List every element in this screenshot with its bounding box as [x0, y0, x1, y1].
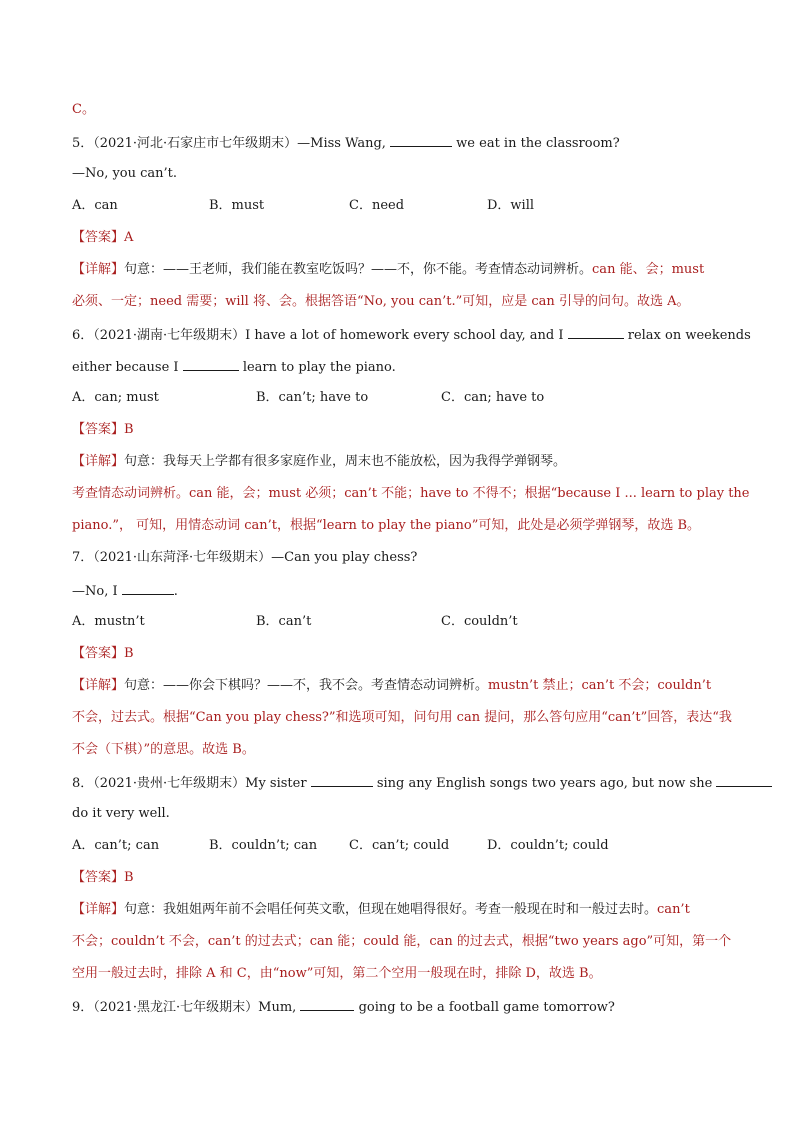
q9-source: （2021·黑龙江·七年级期末） [93, 1000, 259, 1015]
q8-explain-2: 不会；couldn’t 不会，can’t 的过去式；can 能；could 能，can 的过去式，根据“two years ago”可知，第一个 [72, 934, 732, 949]
explain-tag: 【详解】 [72, 454, 125, 469]
q5-answer [72, 230, 133, 246]
q7-option-b: B．can’t [256, 614, 312, 629]
q5-text-1: —Miss Wang, [297, 136, 391, 151]
q5-explain-text-1: 句意：——王老师，我们能在教室吃饭吗？——不，你不能。考查情态动词辨析。 [124, 262, 593, 277]
q7-option-a: A．mustn’t [72, 614, 145, 629]
q8-option-d: D．couldn’t; could [487, 838, 609, 853]
q7-explain-text-2: mustn’t 禁止；can’t 不会；couldn’t [488, 678, 712, 693]
q5-explain-2: 必须、一定；need 需要；will 将、会。根据答语“No, you can’t.”可知，应是 can 引导的问句。故选 A。 [72, 294, 690, 309]
q6-text-3: either because I [72, 360, 183, 375]
q8-number: 8． [72, 776, 94, 791]
answer-tag: 【答案】 [72, 230, 125, 245]
q5-explain-1 [72, 262, 704, 278]
q8-text-1: My sister [245, 776, 311, 791]
q6-option-b: B．can’t; have to [256, 390, 369, 405]
q8-text-2: sing any English songs two years ago, but now she [376, 776, 717, 791]
q8-answer-value: B [124, 870, 134, 885]
answer-tag: 【答案】 [72, 870, 125, 885]
explain-tag: 【详解】 [72, 678, 125, 693]
prev-answer-tail [72, 102, 95, 118]
q5-reply-text: —No, you can’t. [72, 166, 178, 181]
q7-reply-text: —No, I [72, 584, 122, 599]
q7-answer [72, 646, 134, 662]
q8-option-c: C．can’t; could [349, 838, 450, 853]
q9-text-1: Mum, [258, 1000, 301, 1015]
q6-source: （2021·湖南·七年级期末） [93, 328, 246, 343]
prev-tail-text: C。 [72, 102, 95, 117]
q6-explain-3: piano.”， 可知，用情态动词 can’t，根据“learn to play the piano”可知，此处是必须学弹钢琴，故选 B。 [72, 518, 701, 533]
q6-explain-text-1: 句意：我每天上学都有很多家庭作业，周末也不能放松，因为我得学弹钢琴。 [124, 454, 567, 469]
q9-number: 9． [72, 1000, 94, 1015]
q6-stem-2 [72, 358, 396, 376]
q6-answer [72, 422, 134, 438]
q8-option-b: B．couldn’t; can [209, 838, 318, 853]
q6-number: 6． [72, 328, 94, 343]
q7-explain-text-1: 句意：——你会下棋吗？——不，我不会。考查情态动词辨析。 [124, 678, 489, 693]
explain-tag: 【详解】 [72, 262, 125, 277]
q5-option-d: D．will [487, 198, 535, 213]
q5-answer-value: A [124, 230, 134, 245]
q8-stem-2: do it very well. [72, 806, 170, 821]
q7-option-c: C．couldn’t [441, 614, 518, 629]
q7-source: （2021·山东菏泽·七年级期末） [93, 550, 272, 565]
q8-source: （2021·贵州·七年级期末） [93, 776, 246, 791]
q7-blank [122, 582, 174, 595]
q9-blank [300, 998, 354, 1011]
q7-reply [72, 582, 178, 600]
q7-explain-1 [72, 678, 711, 694]
q6-text-4: learn to play the piano. [242, 360, 396, 375]
q6-option-a: A．can; must [72, 390, 159, 405]
q5-source: （2021·河北·石家庄市七年级期末） [93, 136, 298, 151]
q8-explain-text-1: 句意：我姐姐两年前不会唱任何英文歌，但现在她唱得很好。考查一般现在时和一般过去时。 [124, 902, 658, 917]
q8-option-a: A．can’t; can [72, 838, 160, 853]
q8-answer [72, 870, 134, 886]
q7-text-1: —Can you play chess? [271, 550, 418, 565]
q8-explain-1 [72, 902, 690, 918]
q6-text-2: relax on weekends [627, 328, 751, 343]
q6-option-c: C．can; have to [441, 390, 545, 405]
q7-explain-3: 不会（下棋）”的意思。故选 B。 [72, 742, 255, 757]
answer-tag: 【答案】 [72, 422, 125, 437]
q6-answer-value: B [124, 422, 134, 437]
q8-stem [72, 774, 772, 792]
q6-explain-2: 考查情态动词辨析。can 能，会；must 必须；can’t 不能；have to 不得不；根据“because I ... learn to play the [72, 486, 750, 501]
q8-explain-3: 空用一般过去时，排除 A 和 C，由“now”可知，第二个空用一般现在时，排除 D，故选 B。 [72, 966, 602, 981]
q6-blank-1 [568, 326, 624, 339]
q5-blank [390, 134, 452, 147]
q7-reply-end: . [173, 584, 178, 599]
q6-blank-2 [183, 358, 239, 371]
q8-blank-1 [311, 774, 373, 787]
explain-tag: 【详解】 [72, 902, 125, 917]
q5-reply [72, 166, 177, 182]
q7-answer-value: B [124, 646, 134, 661]
q6-explain-1 [72, 454, 566, 470]
q6-text-1: I have a lot of homework every school day, and I [245, 328, 568, 343]
q5-option-a: A．can [72, 198, 118, 213]
q5-option-b: B．must [209, 198, 265, 213]
q6-stem [72, 326, 751, 344]
q9-text-2: going to be a football game tomorrow? [358, 1000, 615, 1015]
q5-explain-text-2: can 能、会；must [592, 262, 705, 277]
answer-tag: 【答案】 [72, 646, 125, 661]
q5-number: 5． [72, 136, 94, 151]
q8-explain-text-2: can’t [657, 902, 690, 917]
q7-stem [72, 550, 417, 566]
q7-explain-2: 不会，过去式。根据“Can you play chess?”和选项可知，问句用 can 提问，那么答句应用“can’t”回答，表达“我 [72, 710, 732, 725]
q8-blank-2 [716, 774, 772, 787]
q5-stem [72, 134, 620, 152]
q7-number: 7． [72, 550, 94, 565]
q5-text-2: we eat in the classroom? [456, 136, 620, 151]
q9-stem [72, 998, 615, 1016]
q5-option-c: C．need [349, 198, 405, 213]
